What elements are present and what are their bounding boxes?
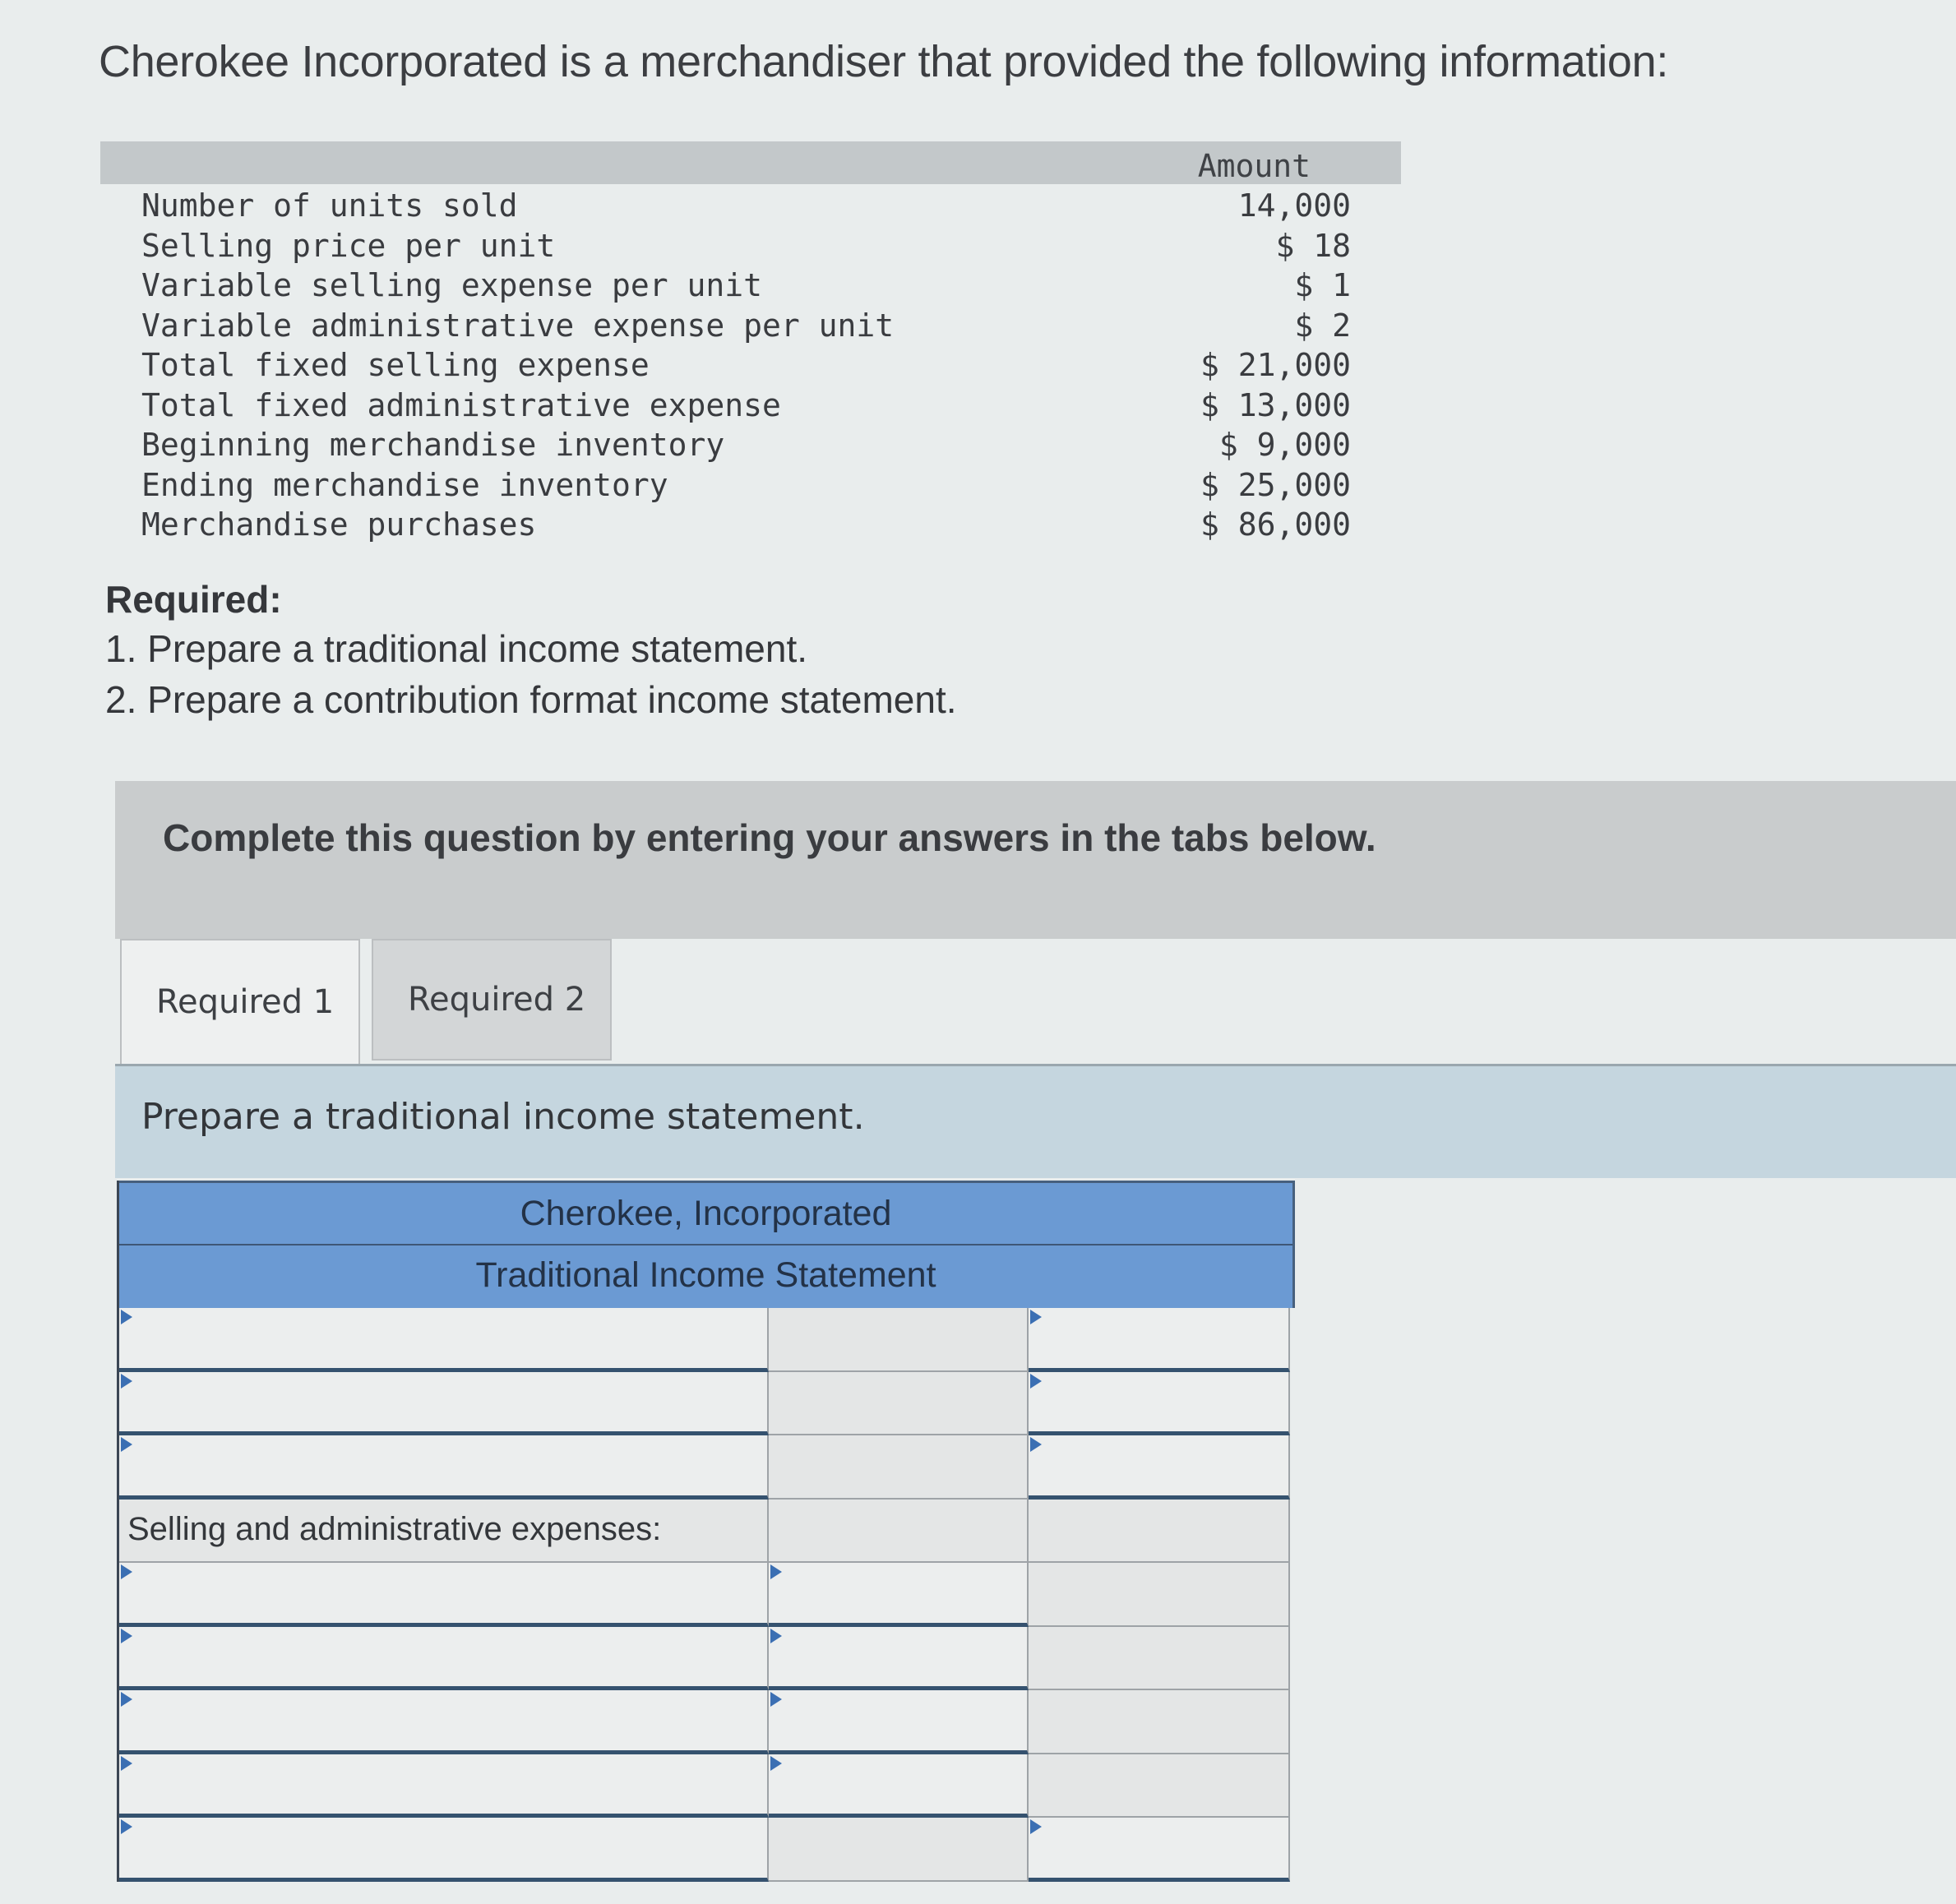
info-value: 14,000 <box>1237 187 1351 224</box>
info-row <box>100 264 1401 304</box>
dropdown-marker-icon <box>121 1437 132 1452</box>
intro-text: Cherokee Incorporated is a merchandiser that provided the following information: <box>99 37 1669 86</box>
statement-grid <box>119 1308 1295 1882</box>
dropdown-marker-icon <box>121 1692 132 1707</box>
label-dropdown[interactable] <box>119 1372 769 1436</box>
amount-input[interactable] <box>1029 1818 1290 1882</box>
label-dropdown[interactable] <box>119 1818 769 1882</box>
amount-cell <box>1029 1754 1290 1819</box>
tab-instruction: Prepare a traditional income statement. <box>141 1096 865 1138</box>
label-dropdown[interactable] <box>119 1754 769 1819</box>
table-row <box>119 1690 1295 1754</box>
dropdown-marker-icon <box>1030 1374 1042 1389</box>
info-row <box>100 304 1401 344</box>
required-title: Required: <box>105 578 282 621</box>
tab-required-1[interactable]: Required 1 <box>120 939 360 1064</box>
label-dropdown[interactable] <box>119 1690 769 1754</box>
amount-input[interactable] <box>1029 1435 1290 1500</box>
info-label: Total fixed selling expense <box>141 347 650 383</box>
info-value: $ 13,000 <box>1200 386 1351 423</box>
amount-input[interactable] <box>1029 1372 1290 1436</box>
info-row <box>100 464 1401 504</box>
dropdown-marker-icon <box>121 1819 132 1834</box>
info-value: $ 86,000 <box>1200 506 1351 543</box>
dropdown-marker-icon <box>770 1564 782 1579</box>
amount-cell <box>769 1372 1029 1436</box>
required-section <box>105 577 957 728</box>
income-statement <box>117 1181 1295 1882</box>
info-row <box>100 224 1401 265</box>
amount-cell <box>769 1435 1029 1500</box>
amount-input[interactable] <box>769 1754 1029 1819</box>
table-row <box>119 1435 1295 1500</box>
info-value: $ 25,000 <box>1200 466 1351 503</box>
section-label: Selling and administrative expenses: <box>127 1510 662 1547</box>
required-item-2: 2. Prepare a contribution format income statement. <box>105 678 957 721</box>
table-row <box>119 1754 1295 1819</box>
dropdown-marker-icon <box>121 1629 132 1643</box>
dropdown-marker-icon <box>770 1692 782 1707</box>
info-label: Total fixed administrative expense <box>141 386 781 423</box>
info-value: $ 2 <box>1294 307 1351 344</box>
table-row <box>119 1372 1295 1436</box>
label-dropdown[interactable] <box>119 1627 769 1691</box>
dropdown-marker-icon <box>121 1374 132 1389</box>
info-row <box>100 184 1401 224</box>
label-dropdown[interactable] <box>119 1563 769 1627</box>
table-row <box>119 1627 1295 1691</box>
label-dropdown[interactable] <box>119 1308 769 1372</box>
table-row <box>119 1818 1295 1882</box>
amount-cell <box>769 1818 1029 1882</box>
amount-input[interactable] <box>769 1627 1029 1691</box>
amount-cell <box>1029 1563 1290 1627</box>
info-label: Variable administrative expense per unit <box>141 307 895 344</box>
info-row <box>100 344 1401 384</box>
dropdown-marker-icon <box>770 1756 782 1771</box>
amount-cell <box>1029 1500 1290 1564</box>
required-item-1: 1. Prepare a traditional income statement. <box>105 627 808 670</box>
table-row <box>119 1563 1295 1627</box>
amount-header: Amount <box>1197 148 1311 184</box>
label-dropdown[interactable] <box>119 1435 769 1500</box>
info-label: Selling price per unit <box>141 227 556 264</box>
dropdown-marker-icon <box>1030 1437 1042 1452</box>
amount-input[interactable] <box>769 1563 1029 1627</box>
info-label: Number of units sold <box>141 187 518 224</box>
info-value: $ 1 <box>1294 267 1351 303</box>
banner-text: Complete this question by entering your answers in the tabs below. <box>163 816 1376 859</box>
dropdown-marker-icon <box>770 1629 782 1643</box>
info-value: $ 21,000 <box>1200 347 1351 383</box>
table-row <box>119 1308 1295 1372</box>
info-label: Ending merchandise inventory <box>141 466 668 503</box>
info-label: Beginning merchandise inventory <box>141 427 725 463</box>
info-table-header <box>100 141 1401 184</box>
info-label: Variable selling expense per unit <box>141 267 762 303</box>
info-value: $ 9,000 <box>1218 427 1351 463</box>
info-table <box>100 141 1401 543</box>
dropdown-marker-icon <box>1030 1310 1042 1324</box>
dropdown-marker-icon <box>1030 1819 1042 1834</box>
amount-input[interactable] <box>1029 1308 1290 1372</box>
info-label: Merchandise purchases <box>141 506 537 543</box>
dropdown-marker-icon <box>121 1564 132 1579</box>
statement-title: Traditional Income Statement <box>475 1255 936 1295</box>
tab-required-2[interactable]: Required 2 <box>372 939 612 1061</box>
dropdown-marker-icon <box>121 1310 132 1324</box>
statement-header <box>119 1181 1295 1308</box>
tab-instruction-bar <box>115 1064 1956 1178</box>
amount-cell <box>1029 1627 1290 1691</box>
amount-cell <box>1029 1690 1290 1754</box>
info-row <box>100 423 1401 464</box>
info-row <box>100 384 1401 424</box>
dropdown-marker-icon <box>121 1756 132 1771</box>
amount-cell <box>769 1500 1029 1564</box>
info-row <box>100 503 1401 543</box>
info-value: $ 18 <box>1275 227 1351 264</box>
statement-company: Cherokee, Incorporated <box>119 1183 1292 1245</box>
table-row <box>119 1500 1295 1564</box>
instructions-banner <box>115 781 1956 939</box>
amount-input[interactable] <box>769 1690 1029 1754</box>
section-label-cell <box>119 1500 769 1564</box>
amount-cell <box>769 1308 1029 1372</box>
